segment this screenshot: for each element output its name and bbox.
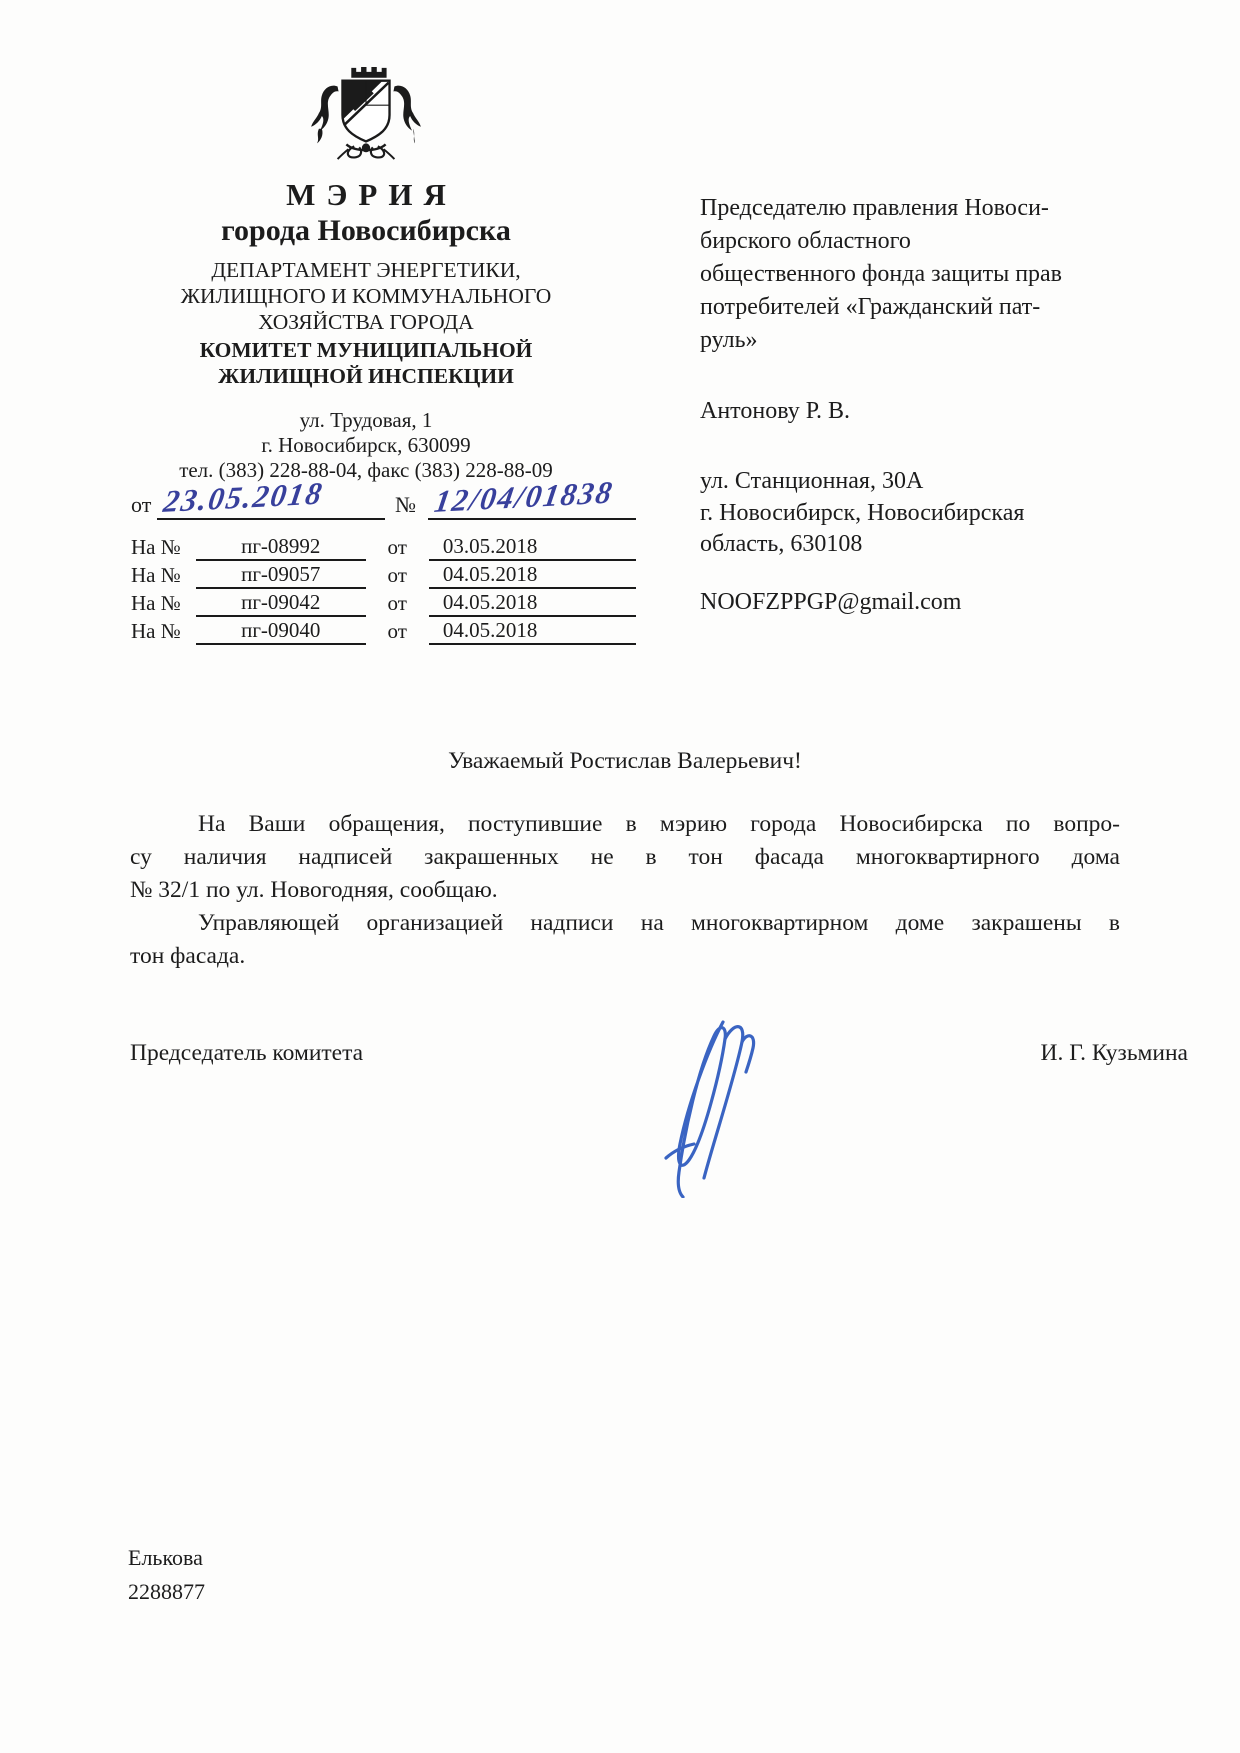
incoming-number-label: На № xyxy=(131,619,181,643)
incoming-date: 04.05.2018 xyxy=(429,618,636,645)
org-name-line2: города Новосибирска xyxy=(221,214,511,247)
recipient-title xyxy=(700,192,1160,357)
date-label: от xyxy=(131,492,152,517)
incoming-number: пг-09040 xyxy=(196,618,365,645)
incoming-reference-row xyxy=(131,561,636,589)
handwritten-number: 12/04/01838 xyxy=(432,474,617,519)
committee-line: КОМИТЕТ МУНИЦИПАЛЬНОЙ xyxy=(199,338,533,362)
number-blank-line xyxy=(428,474,636,520)
body-line: су наличия надписей закрашенных не в тон фасада многоквартирного дома xyxy=(130,844,1120,870)
department-line: ДЕПАРТАМЕНТ ЭНЕРГЕТИКИ, xyxy=(211,258,521,282)
incoming-date: 04.05.2018 xyxy=(429,590,636,617)
incoming-date-label: от xyxy=(387,535,407,559)
recipient-email: NOOFZPPGP@gmail.com xyxy=(700,589,962,615)
incoming-number-label: На № xyxy=(131,591,181,615)
incoming-reference-table xyxy=(131,533,636,645)
incoming-date: 04.05.2018 xyxy=(429,562,636,589)
recipient-title-line: потребителей «Гражданский пат- xyxy=(700,294,1041,320)
recipient-address-line: г. Новосибирск, Новосибирская xyxy=(700,499,1025,526)
recipient-title-line: бирского областного xyxy=(700,228,911,254)
handwritten-date: 23.05.2018 xyxy=(161,475,327,519)
committee-line: ЖИЛИЩНОЙ ИНСПЕКЦИИ xyxy=(218,364,514,388)
body-text xyxy=(130,808,1120,973)
body-line: Управляющей организацией надписи на многоквартирном доме закрашены в xyxy=(198,910,1120,936)
recipient-address-line: область, 630108 xyxy=(700,531,863,557)
letterhead-address-line: ул. Трудовая, 1 xyxy=(299,408,433,432)
incoming-number: пг-08992 xyxy=(196,534,365,561)
signer-name: И. Г. Кузьмина xyxy=(1040,1040,1188,1066)
incoming-date-label: от xyxy=(387,591,407,615)
incoming-reference-row xyxy=(131,617,636,645)
number-label: № xyxy=(394,492,416,517)
recipient-address xyxy=(700,466,1160,561)
body-line: № 32/1 по ул. Новогодняя, сообщаю. xyxy=(130,877,498,903)
incoming-number-label: На № xyxy=(131,563,181,587)
handwritten-signature-icon xyxy=(630,1008,800,1198)
body-line: На Ваши обращения, поступившие в мэрию города Новосибирска по вопро- xyxy=(198,811,1120,837)
incoming-number-label: На № xyxy=(131,535,181,559)
signer-position-title: Председатель комитета xyxy=(130,1040,364,1066)
recipient-name: Антонову Р. В. xyxy=(700,398,851,424)
novosibirsk-coat-of-arms-icon xyxy=(307,64,425,164)
incoming-date-label: от xyxy=(387,563,407,587)
org-name-line1: МЭРИЯ xyxy=(286,177,457,212)
incoming-number: пг-09057 xyxy=(196,562,365,589)
recipient-title-line: руль» xyxy=(700,327,758,353)
incoming-date-label: от xyxy=(387,619,407,643)
incoming-reference-row xyxy=(131,533,636,561)
letterhead-address-line: г. Новосибирск, 630099 xyxy=(261,433,471,457)
incoming-reference-row xyxy=(131,589,636,617)
letterhead xyxy=(120,64,612,483)
salutation: Уважаемый Ростислав Валерьевич! xyxy=(448,748,802,774)
department-line: ХОЗЯЙСТВА ГОРОДА xyxy=(258,310,474,334)
incoming-date: 03.05.2018 xyxy=(429,534,636,561)
department-line: ЖИЛИЩНОГО И КОММУНАЛЬНОГО xyxy=(180,284,552,308)
outgoing-reference-row xyxy=(131,474,636,520)
recipient-address-line: ул. Станционная, 30А xyxy=(700,468,924,494)
executor-block xyxy=(128,1541,205,1609)
recipient-title-line: Председателю правления Новоси- xyxy=(700,195,1049,221)
executor-phone: 2288877 xyxy=(128,1579,205,1604)
letterhead-address-line: тел. (383) 228-88-04, факс (383) 228-88-09 xyxy=(179,458,553,482)
recipient-title-line: общественного фонда защиты прав xyxy=(700,261,1063,287)
executor-name: Елькова xyxy=(128,1545,203,1570)
date-blank-line xyxy=(157,474,385,520)
incoming-number: пг-09042 xyxy=(196,590,365,617)
body-line: тон фасада. xyxy=(130,943,246,969)
